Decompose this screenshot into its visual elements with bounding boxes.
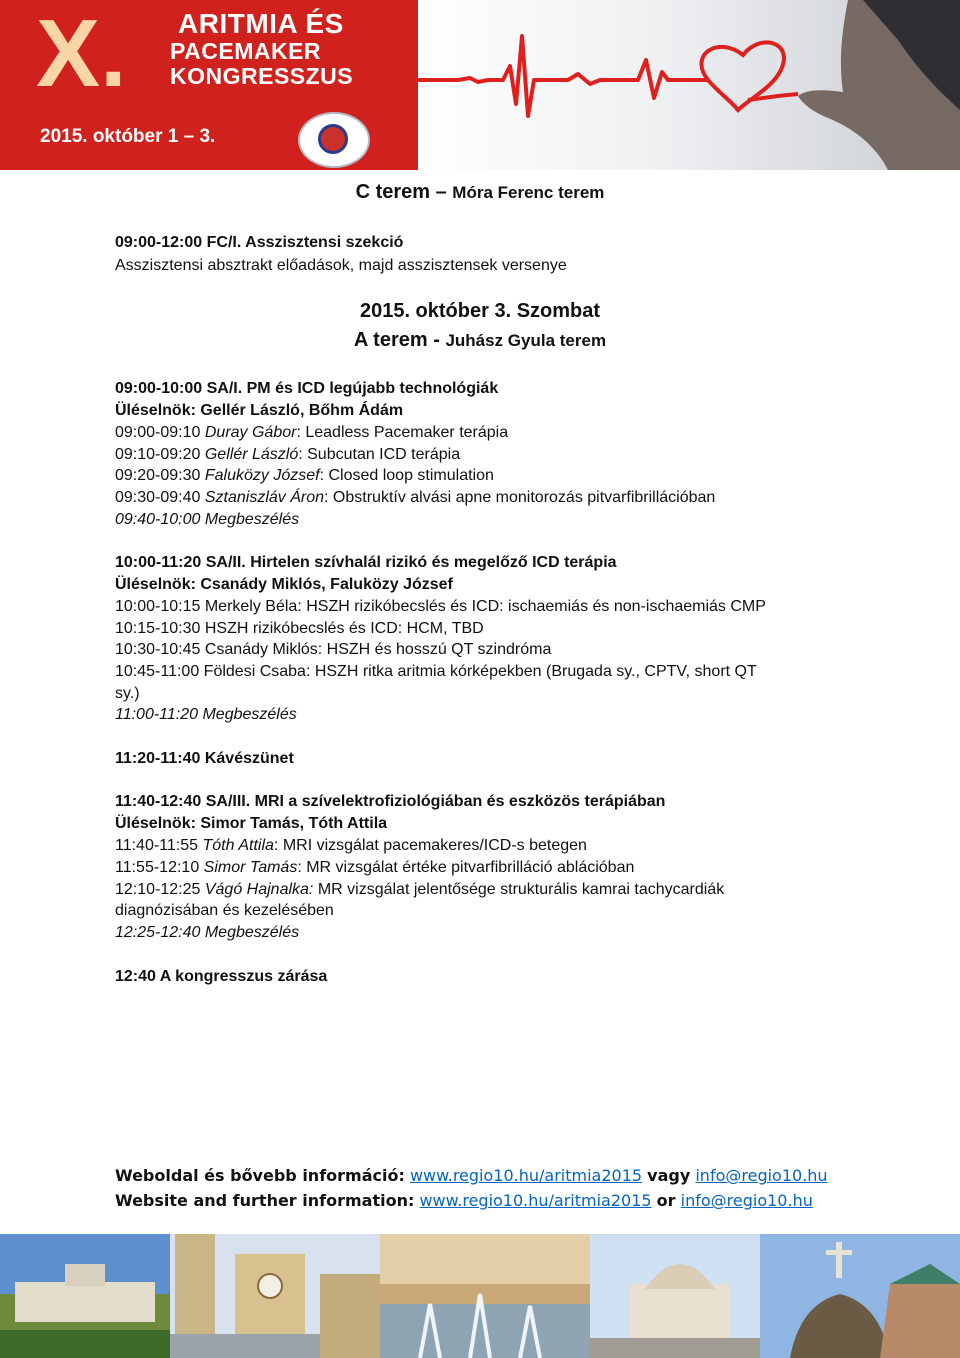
talk-speaker: Gellér László [204,446,299,463]
talk-time: 11:40-11:55 [115,837,203,854]
room-a-heading [0,329,960,352]
session1-talk1 [115,423,508,443]
edition-numeral: X. [36,0,127,107]
website-link[interactable]: www.regio10.hu/aritmia2015 [419,1191,652,1210]
banner-title-line3: KONGRESSZUS [170,63,354,89]
banner-title-line2: PACEMAKER [170,38,322,64]
footer-en [115,1191,813,1210]
session2-talk2: 10:15-10:30 HSZH rizikóbecslés és ICD: HCM, TBD [115,620,484,637]
session2-title: 10:00-11:20 SA/II. Hirtelen szívhalál rizikó és megelőző ICD terápia [115,554,617,571]
room-c-subtitle: Móra Ferenc terem [452,183,605,202]
talk-time: 09:00-09:10 [115,424,205,441]
session1-talk4 [115,488,715,508]
session1-discussion: 09:40-10:00 Megbeszélés [115,511,300,528]
session3-discussion: 12:25-12:40 Megbeszélés [115,924,300,941]
website-link[interactable]: www.regio10.hu/aritmia2015 [409,1166,643,1185]
session2-discussion: 11:00-11:20 Megbeszélés [115,706,297,723]
session1-chairs: Üléselnök: Gellér László, Bőhm Ádám [115,402,404,419]
talk-speaker: Sztaniszláv Áron [204,489,325,506]
coffee-break: 11:20-11:40 Kávészünet [115,750,294,767]
talk-time: 09:30-09:40 [115,489,205,506]
session2-chairs: Üléselnök: Csanády Miklós, Faluközy József [115,576,453,593]
email-link[interactable]: info@regio10.hu [680,1191,813,1210]
session2-talk4: 10:45-11:00 Földesi Csaba: HSZH ritka aritmia kórképekben (Brugada sy., CPTV, short QT [115,663,757,680]
room-c-heading [0,181,960,204]
room-a-name: A terem - [353,329,440,351]
talk-time: 09:10-09:20 [115,446,205,463]
session3-talk1 [115,836,587,856]
footer-hu-or: vagy [647,1166,691,1185]
footer-hu-label: Weboldal és bővebb információ: [115,1166,405,1185]
session3-title: 11:40-12:40 SA/III. MRI a szívelektrofiziológiában és eszközös terápiában [115,793,666,810]
talk-topic: : MR vizsgálat értéke pitvarfibrilláció ablációban [297,859,635,876]
footer-hu [115,1166,828,1185]
talk-time: 11:55-12:10 [115,859,204,876]
talk-speaker: Faluközy József [204,467,320,484]
session2-talk4-cont: sy.) [115,685,140,702]
city-photos-image [0,1234,960,1358]
talk-topic: : Leadless Pacemaker terápia [296,424,509,441]
session1-title: 09:00-10:00 SA/I. PM és ICD legújabb technológiák [115,380,499,397]
footer-en-label: Website and further information: [115,1191,415,1210]
talk-topic: : Closed loop stimulation [319,467,494,484]
day-heading: 2015. október 3. Szombat [359,300,601,322]
session3-chairs: Üléselnök: Simor Tamás, Tóth Attila [115,815,388,832]
talk-speaker: Tóth Attila [202,837,274,854]
banner-title-line1: ARITMIA ÉS [178,8,344,39]
talk-time: 09:20-09:30 [115,467,205,484]
session1-talk2 [115,445,460,465]
room-c-session-title: 09:00-12:00 FC/I. Asszisztensi szekció [115,234,404,251]
header-banner [0,0,960,170]
email-link[interactable]: info@regio10.hu [695,1166,828,1185]
room-c-name: C terem – [355,181,447,203]
talk-topic: : Obstruktív alvási apne monitorozás pitvarfibrillációban [324,489,716,506]
session1-talk3 [115,466,494,486]
session3-talk3-cont: diagnózisában és kezelésében [115,902,334,919]
session2-talk3: 10:30-10:45 Csanády Miklós: HSZH és hosszú QT szindróma [115,641,552,658]
society-seal-icon [298,112,370,168]
banner-title-block [0,0,418,170]
talk-topic: : Subcutan ICD terápia [298,446,461,463]
session2-talk1: 10:00-10:15 Merkely Béla: HSZH rizikóbecslés és ICD: ischaemiás és non-ischaemiás CMP [115,598,766,615]
talk-speaker: Duray Gábor [204,424,297,441]
banner-date: 2015. október 1 – 3. [40,126,216,147]
session3-talk2 [115,858,634,878]
talk-topic: : MRI vizsgálat pacemakeres/ICD-s betegen [273,837,587,854]
congress-closing: 12:40 A kongresszus zárása [115,968,328,985]
session3-talk3 [115,880,724,900]
room-a-subtitle: Juhász Gyula terem [445,331,607,350]
talk-speaker: Vágó Hajnalka: [204,881,314,898]
talk-speaker: Simor Tamás [203,859,298,876]
talk-time: 12:10-12:25 [115,881,205,898]
banner-ecg-image [418,0,960,170]
footer-en-or: or [656,1191,676,1210]
talk-topic: MR vizsgálat jelentősége strukturális kamrai tachycardiák [313,881,725,898]
ecg-heart-icon [418,0,960,170]
city-photo-strip [0,1234,960,1358]
room-c-session-desc: Asszisztensi absztrakt előadások, majd asszisztensek versenye [115,257,567,274]
